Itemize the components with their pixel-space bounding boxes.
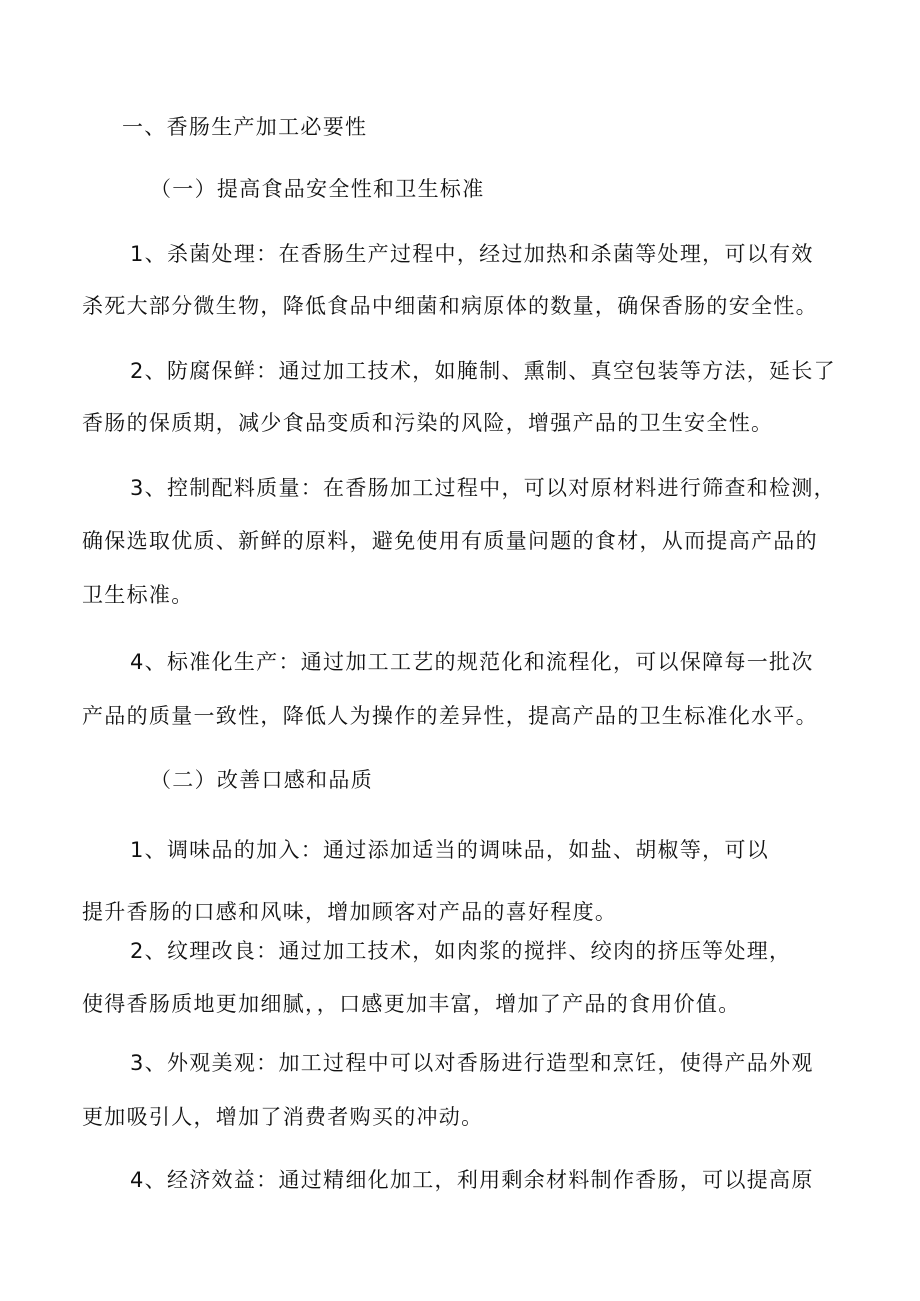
s1-item3-line2: 确保选取优质、新鲜的原料，避免使用有质量问题的食材，从而提高产品的 [82, 529, 818, 553]
section-1-title: （一）提高食品安全性和卫生标准 [150, 177, 485, 201]
s2-item2-line1: 2、纹理改良：通过加工技术，如肉浆的搅拌、绞肉的挤压等处理， [130, 939, 792, 963]
section-2-title: （二）改善口感和品质 [150, 768, 373, 792]
s1-item2-line2: 香肠的保质期，减少食品变质和污染的风险，增强产品的卫生安全性。 [82, 411, 774, 435]
s1-item3-line1: 3、控制配料质量：在香肠加工过程中，可以对原材料进行筛查和检测， [130, 476, 836, 500]
s1-item4-line1: 4、标准化生产：通过加工工艺的规范化和流程化，可以保障每一批次 [130, 650, 814, 674]
s1-item2-line1: 2、防腐保鲜：通过加工技术，如腌制、熏制、真空包装等方法，延长了 [130, 359, 836, 383]
heading-main: 一、香肠生产加工必要性 [122, 115, 368, 139]
s1-item4-line2: 产品的质量一致性，降低人为操作的差异性，提高产品的卫生标准化水平。 [82, 704, 818, 728]
s1-item3-line3: 卫生标准。 [82, 583, 194, 607]
s2-item1-line1: 1、调味品的加入：通过添加适当的调味品，如盐、胡椒等，可以 [130, 838, 770, 862]
s2-item3-line1: 3、外观美观：加工过程中可以对香肠进行造型和烹饪，使得产品外观 [130, 1051, 814, 1075]
s1-item1-line1: 1、杀菌处理：在香肠生产过程中，经过加热和杀菌等处理，可以有效 [130, 242, 814, 266]
s2-item2-line2: 使得香肠质地更加细腻，，口感更加丰富，增加了产品的食用价值。 [82, 992, 741, 1016]
s2-item4-line1: 4、经济效益：通过精细化加工，利用剩余材料制作香肠，可以提高原 [130, 1168, 814, 1192]
s1-item1-line2: 杀死大部分微生物，降低食品中细菌和病原体的数量，确保香肠的安全性。 [82, 294, 818, 318]
s2-item1-line2: 提升香肠的口感和风味，增加顾客对产品的喜好程度。 [82, 900, 618, 924]
s2-item3-line2: 更加吸引人，增加了消费者购买的冲动。 [82, 1105, 484, 1129]
